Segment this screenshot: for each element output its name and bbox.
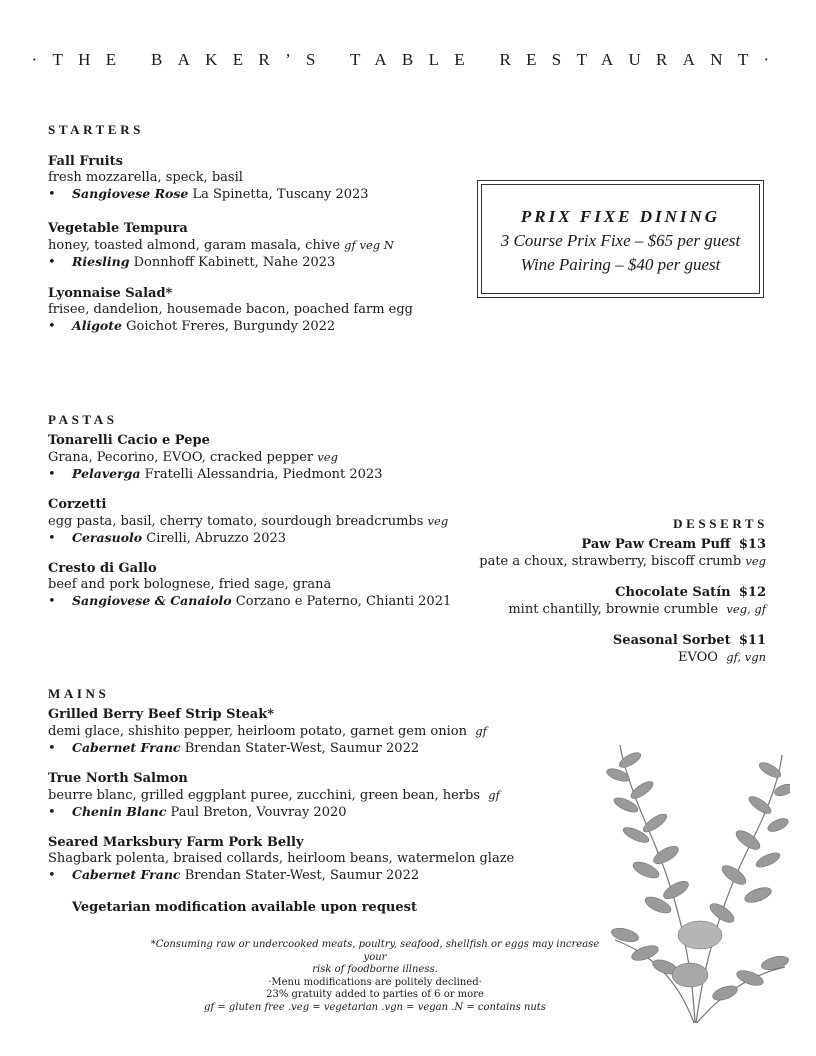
pasta-item [48,497,448,547]
dessert-item [479,537,766,570]
starter-item [48,154,369,203]
restaurant-title: ·THE BAKER’S TABLE RESTAURANT· [31,50,785,69]
bullet-icon: • [48,187,56,202]
main-item [48,835,514,884]
wine-pairing [48,318,413,335]
pastas-heading: PASTAS [48,412,118,427]
dessert-price: $12 [738,585,766,600]
starter-item [48,221,394,271]
pasta-item [48,433,382,483]
bullet-icon: • [48,868,56,883]
dessert-description: EVOO [677,650,718,665]
dessert-price: $13 [738,537,766,552]
diet-tags: gf [488,788,500,802]
dish-name: Corzetti [48,497,107,512]
wine-producer: La Spinetta, Tuscany 2023 [192,187,369,202]
diet-tags: veg [317,450,338,464]
dish-name: True North Salmon [48,771,188,786]
dish-description: beurre blanc, grilled eggplant puree, zucchini, green bean, herbs [48,788,481,803]
starters-heading: STARTERS [48,122,145,137]
dish-name: Cresto di Gallo [48,561,157,576]
main-item [48,707,487,757]
dish-description: beef and pork bolognese, fried sage, grana [48,577,332,592]
dish-name: Vegetable Tempura [48,221,188,236]
dessert-description: pate a choux, strawberry, biscoff crumb [479,554,742,569]
prix-fixe-box [477,180,764,298]
wine-producer: Corzano e Paterno, Chianti 2021 [235,594,452,609]
bullet-icon: • [48,319,56,334]
wine-grape: Aligote [72,318,122,333]
dish-description: demi glace, shishito pepper, heirloom potato, garnet gem onion [48,724,467,739]
gratuity-policy: 23% gratuity added to parties of 6 or more [266,989,484,1000]
dish-description: Shagbark polenta, braised collards, heirloom beans, watermelon glaze [48,851,515,866]
dish-name: Seared Marksbury Farm Pork Belly [48,835,304,850]
wine-grape: Chenin Blanc [72,804,167,819]
fern-illustration [600,735,790,1025]
dish-description: fresh mozzarella, speck, basil [48,170,243,185]
wine-pairing-price: Wine Pairing – $40 per guest [520,255,721,274]
diet-tags: veg [745,554,766,568]
wine-grape: Cerasuolo [72,530,143,545]
dessert-description: mint chantilly, brownie crumble [508,602,719,617]
dish-description: Grana, Pecorino, EVOO, cracked pepper [48,450,314,465]
pasta-item [48,561,451,610]
dessert-item [508,585,766,618]
diet-tags: gf veg N [344,238,394,252]
bullet-icon: • [48,255,56,270]
bullet-icon: • [48,594,56,609]
mains-heading: MAINS [48,686,110,701]
footer-notes [150,939,600,1014]
bullet-icon: • [48,531,56,546]
dessert-name: Chocolate Satín [615,585,731,600]
prix-fixe-price: 3 Course Prix Fixe – $65 per guest [500,231,741,250]
wine-producer: Paul Breton, Vouvray 2020 [170,805,347,820]
wine-producer: Fratelli Alessandria, Piedmont 2023 [144,467,383,482]
modification-policy: ·Menu modifications are politely declined· [268,976,482,988]
desserts-heading: DESSERTS [673,516,768,531]
wine-pairing [48,740,487,757]
prix-fixe-title: PRIX FIXE DINING [520,207,721,226]
wine-grape: Riesling [72,254,130,269]
dish-name: Fall Fruits [48,154,123,169]
bullet-icon: • [48,741,56,756]
dish-description: honey, toasted almond, garam masala, chive [48,238,341,253]
wine-producer: Donnhoff Kabinett, Nahe 2023 [133,255,336,270]
dish-description: egg pasta, basil, cherry tomato, sourdough breadcrumbs [48,514,424,529]
dessert-price: $11 [738,633,766,648]
diet-tags: veg [427,514,449,528]
wine-producer: Cirelli, Abruzzo 2023 [146,531,287,546]
main-item [48,771,500,821]
wine-pairing [48,593,451,610]
dish-description: frisee, dandelion, housemade bacon, poached farm egg [48,302,413,317]
dessert-item [613,633,766,666]
wine-pairing [48,254,394,271]
diet-tags: gf [475,724,487,738]
prix-fixe-inner-border [481,184,760,294]
starter-item [48,286,413,335]
diet-legend: gf = gluten free .veg = vegetarian .vgn = vegan .N = contains nuts [204,1001,546,1013]
dish-name: Tonarelli Cacio e Pepe [48,433,210,448]
wine-producer: Brendan Stater-West, Saumur 2022 [184,868,420,883]
vegetarian-note: Vegetarian modification available upon request [72,900,417,915]
dish-name: Grilled Berry Beef Strip Steak* [48,707,275,722]
wine-pairing [48,186,369,203]
dish-name: Lyonnaise Salad* [48,286,173,301]
wine-grape: Sangiovese Rose [72,186,189,201]
wine-grape: Cabernet Franc [72,867,181,882]
wine-pairing [48,466,382,483]
diet-tags: veg, gf [726,602,766,616]
wine-grape: Sangiovese & Canaiolo [72,593,232,608]
dessert-name: Paw Paw Cream Puff [581,537,731,552]
raw-food-warning: *Consuming raw or undercooked meats, poultry, seafood, shellfish or eggs may increase your [150,939,600,963]
wine-producer: Goichot Freres, Burgundy 2022 [126,319,336,334]
wine-grape: Pelaverga [72,466,141,481]
wine-producer: Brendan Stater-West, Saumur 2022 [184,741,420,756]
wine-pairing [48,804,500,821]
wine-pairing [48,867,514,884]
raw-food-warning-cont: risk of foodborne illness. [312,964,438,975]
bullet-icon: • [48,467,56,482]
wine-grape: Cabernet Franc [72,740,181,755]
wine-pairing [48,530,448,547]
diet-tags: gf, vgn [726,650,766,664]
bullet-icon: • [48,805,56,820]
dessert-name: Seasonal Sorbet [612,633,731,648]
